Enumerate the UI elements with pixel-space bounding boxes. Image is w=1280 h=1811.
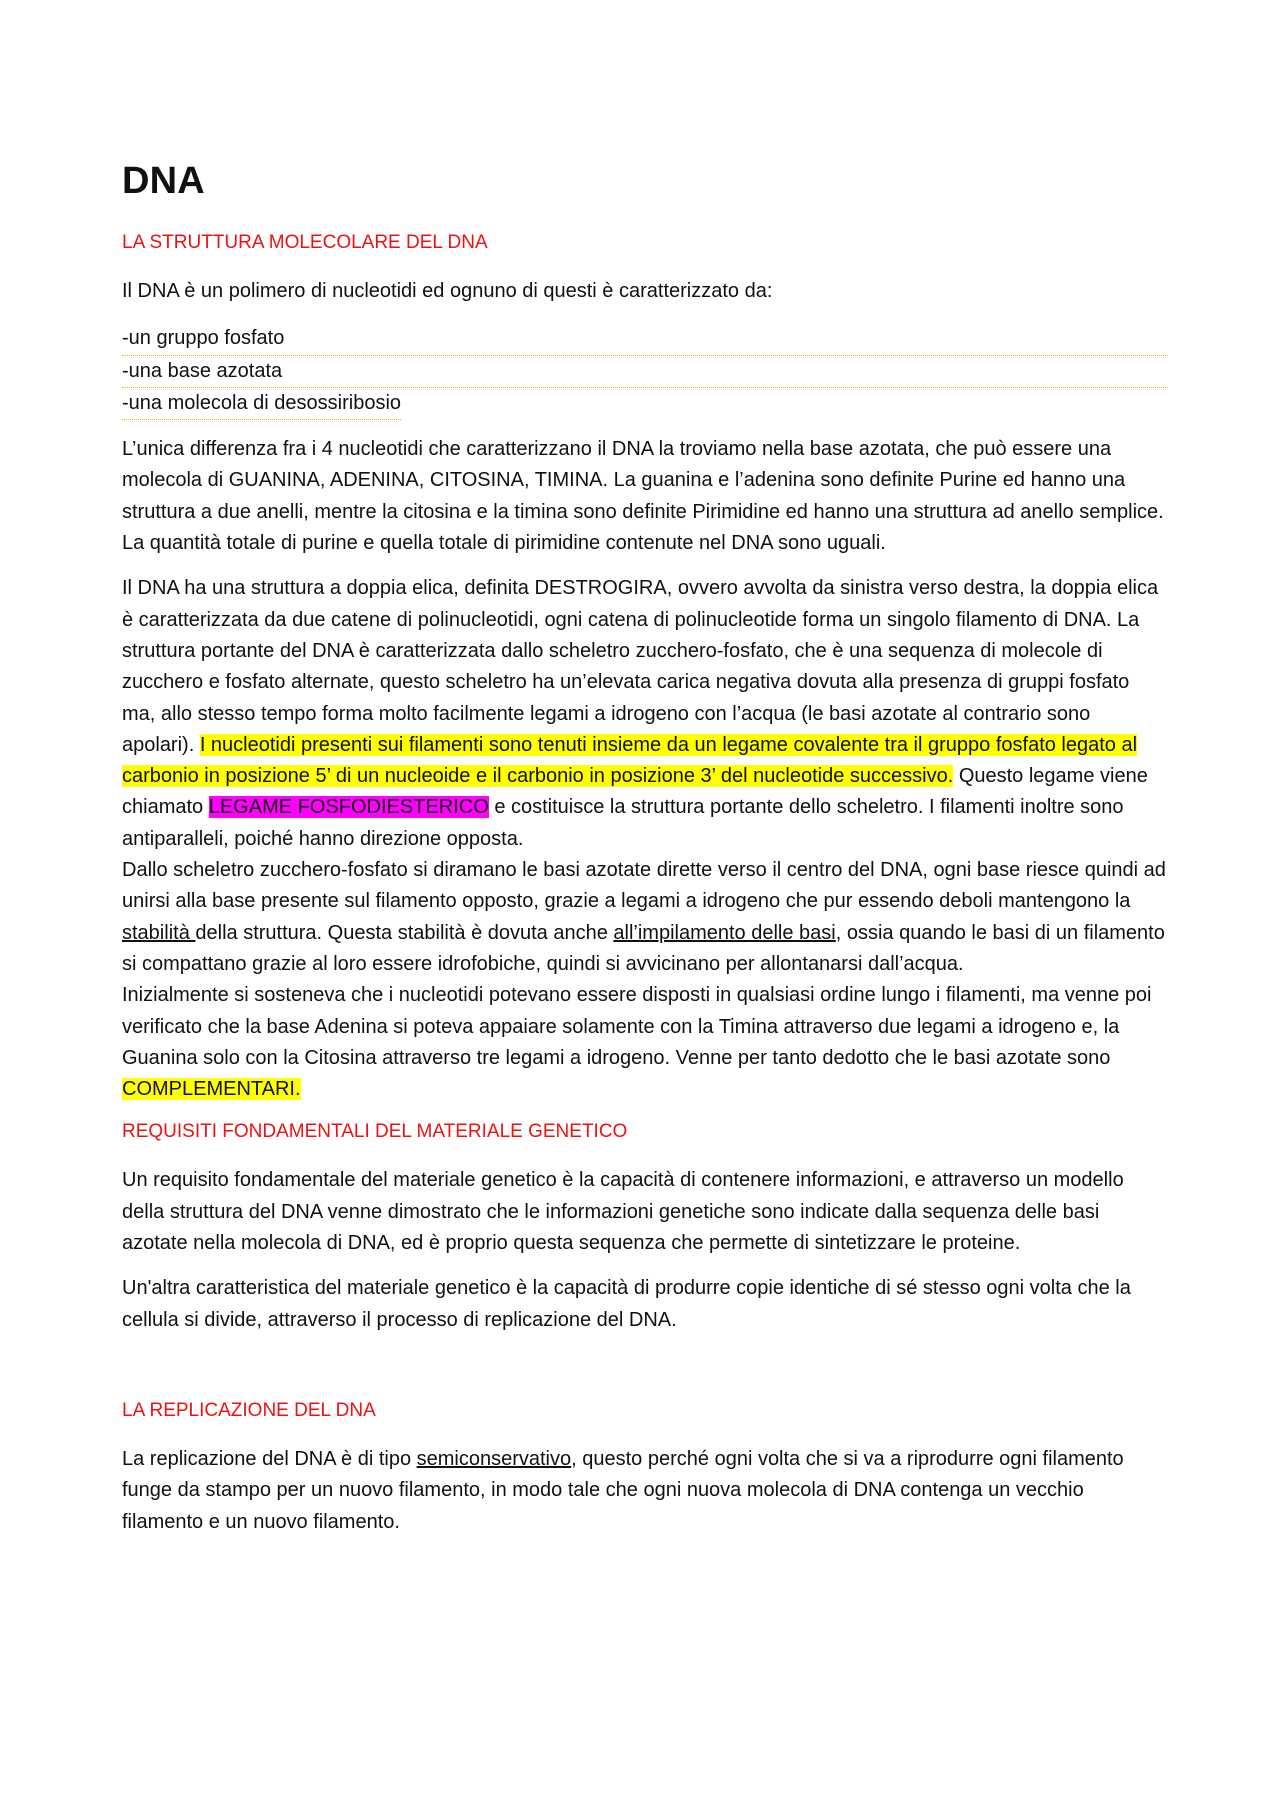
text-run: Inizialmente si sosteneva che i nucleotidi potevano essere disposti in qualsiasi ordine lungo i filamenti, ma venne poi verificato che la base Adenina si poteva appaiare solamente con la Timina attraverso due legami a idrogeno e, la Guanina solo con la Citosina attraverso tre legami a idrogeno. Venne per tanto dedotto che le basi azotate sono <box>122 984 1152 1069</box>
highlighted-term: COMPLEMENTARI. <box>122 1078 301 1101</box>
paragraph-information: Un requisito fondamentale del materiale genetico è la capacità di contenere informazioni, e attraverso un modello della struttura del DNA venne dimostrato che le informazioni genetiche sono indicate dalla sequenza delle basi azotate nella molecola di DNA, ed è proprio questa sequenza che permette di sintetizzare le proteine. <box>122 1169 1124 1255</box>
text-run: della struttura. Questa stabilità è dovuta anche <box>195 921 614 944</box>
section-heading-requirements: REQUISITI FONDAMENTALI DEL MATERIALE GENETICO <box>122 1121 628 1143</box>
text-run: , questo perché ogni volta che si va a riprodurre ogni filamento funge da stampo per un nuovo filamento, in modo tale che ogni nuova molecola di DNA contenga un vecchio filamento e un nuovo filamento. <box>122 1447 1124 1533</box>
paragraph-complementary <box>122 980 1168 1105</box>
section-heading-replication: LA REPLICAZIONE DEL DNA <box>122 1399 376 1421</box>
underlined-text: all’impilamento delle basi <box>613 921 836 944</box>
paragraph-replication <box>122 1444 1168 1538</box>
document-body <box>122 148 1168 1538</box>
underlined-text: stabilità <box>122 921 196 944</box>
paragraph-base-pairing <box>122 855 1168 980</box>
text-run: Questo legame viene chiamato <box>122 765 1148 819</box>
list-item: -una base azotata <box>122 356 1168 388</box>
highlighted-term: LEGAME FOSFODIESTERICO <box>208 796 489 819</box>
section-heading-structure: LA STRUTTURA MOLECOLARE DEL DNA <box>122 232 488 253</box>
list-item: -una molecola di desossiribosio <box>122 388 401 420</box>
paragraph-intro: Il DNA è un polimero di nucleotidi ed ognuno di questi è caratterizzato da: <box>122 280 773 302</box>
list-item: -un gruppo fosfato <box>122 323 1168 355</box>
text-run: Il DNA ha una struttura a doppia elica, definita DESTROGIRA, ovvero avvolta da sinistra verso destra, la doppia elica è caratterizzata da due catene di polinucleotidi, ogni catena di polinucleotide forma un singolo filamento di DNA. La struttura portante del DNA è caratterizzata dallo scheletro zucchero-fosfato, che è una sequenza di molecole di zucchero e fosfato alternate, questo scheletro ha un’elevata carica negativa dovuta alla presenza di gruppi fosfato ma, allo stesso tempo forma molto facilmente legami a idrogeno con l’acqua (le basi azotate al contrario sono apolari). <box>122 577 1159 756</box>
paragraph-bases: L’unica differenza fra i 4 nucleotidi che caratterizzano il DNA la troviamo nella base azotata, che può essere una molecola di GUANINA, ADENINA, CITOSINA, TIMINA. La guanina e l’adenina sono definite Purine ed hanno una struttura a due anelli, mentre la citosina e la timina sono definite Pirimidine ed hanno una struttura ad anello semplice. La quantità totale di purine e quella totale di pirimidine contenute nel DNA sono uguali. <box>122 438 1164 555</box>
nucleotide-components-list <box>122 323 1168 420</box>
paragraph-copies: Un'altra caratteristica del materiale genetico è la capacità di produrre copie identiche di sé stesso ogni volta che la cellula si divide, attraverso il processo di replicazione del DNA. <box>122 1277 1131 1331</box>
highlighted-text: I nucleotidi presenti sui filamenti sono tenuti insieme da un legame covalente tra il gruppo fosfato legato al carbonio in posizione 5’ di un nucleoide e il carbonio in posizione 3’ del nucleotide successivo. <box>122 733 1138 788</box>
text-run: e costituisce la struttura portante dello scheletro. I filamenti inoltre sono antiparalleli, poiché hanno direzione opposta. <box>122 796 1124 850</box>
document-title: DNA <box>122 160 205 202</box>
text-run: , ossia quando le basi di un filamento si compattano grazie al loro essere idrofobiche, quindi si avvicinano per allontanarsi dall’acqua. <box>122 921 1165 975</box>
paragraph-double-helix <box>122 573 1168 855</box>
text-run: Dallo scheletro zucchero-fosfato si diramano le basi azotate dirette verso il centro del DNA, ogni base riesce quindi ad unirsi alla base presente sul filamento opposto, grazie a legami a idrogeno che pur essendo deboli mantengono la <box>122 859 1166 913</box>
underlined-text: semiconservativo <box>416 1447 572 1470</box>
text-run: La replicazione del DNA è di tipo <box>122 1447 417 1470</box>
